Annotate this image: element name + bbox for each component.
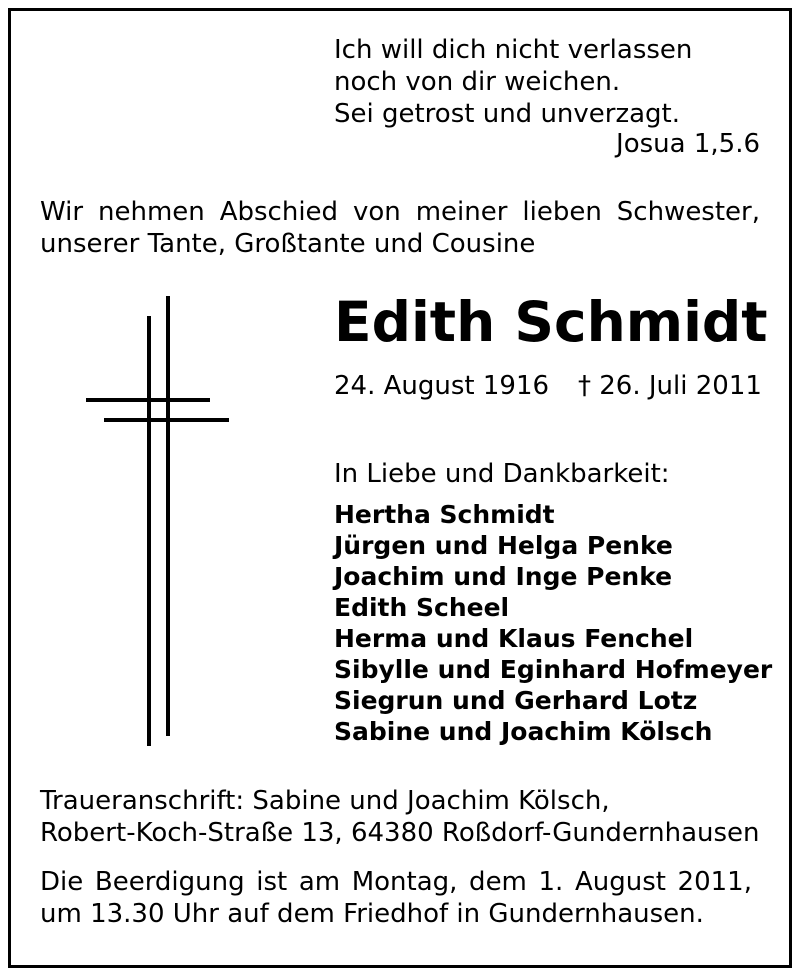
- deceased-name: Edith Schmidt: [334, 290, 768, 354]
- intro-line-2: unserer Tante, Großtante und Cousine: [40, 229, 536, 259]
- list-item: Sibylle und Eginhard Hofmeyer: [334, 655, 773, 684]
- verse-line: noch von dir weichen.: [334, 67, 621, 97]
- cross-icon: [86, 296, 231, 746]
- list-item: Hertha Schmidt: [334, 500, 555, 529]
- list-item: Herma und Klaus Fenchel: [334, 624, 694, 653]
- list-item: Sabine und Joachim Kölsch: [334, 717, 713, 746]
- burial-line-2: um 13.30 Uhr auf dem Friedhof in Gundernhausen.: [40, 899, 704, 929]
- farewell-intro: [40, 196, 762, 260]
- burial-info: [40, 866, 752, 930]
- mourners-heading: In Liebe und Dankbarkeit:: [334, 459, 670, 489]
- bible-verse: [334, 34, 692, 130]
- list-item: Joachim und Inge Penke: [334, 562, 673, 591]
- death-date: † 26. Juli 2011: [578, 371, 762, 401]
- verse-line: Ich will dich nicht verlassen: [334, 35, 693, 65]
- address-line-1: Traueranschrift: Sabine und Joachim Kölsch,: [40, 786, 610, 816]
- address-line-2: Robert-Koch-Straße 13, 64380 Roßdorf-Gundernhausen: [40, 818, 760, 848]
- birth-date: 24. August 1916: [334, 371, 550, 401]
- intro-line-1: Wir nehmen Abschied von meiner lieben Schwester,: [40, 197, 760, 227]
- verse-reference: Josua 1,5.6: [616, 129, 760, 159]
- list-item: Jürgen und Helga Penke: [334, 531, 673, 560]
- mourners-list: [334, 499, 772, 747]
- mourning-address: [40, 785, 760, 849]
- verse-line: Sei getrost und unverzagt.: [334, 99, 681, 129]
- list-item: Edith Scheel: [334, 593, 510, 622]
- burial-line-1: Die Beerdigung ist am Montag, dem 1. August 2011,: [40, 867, 752, 897]
- list-item: Siegrun und Gerhard Lotz: [334, 686, 698, 715]
